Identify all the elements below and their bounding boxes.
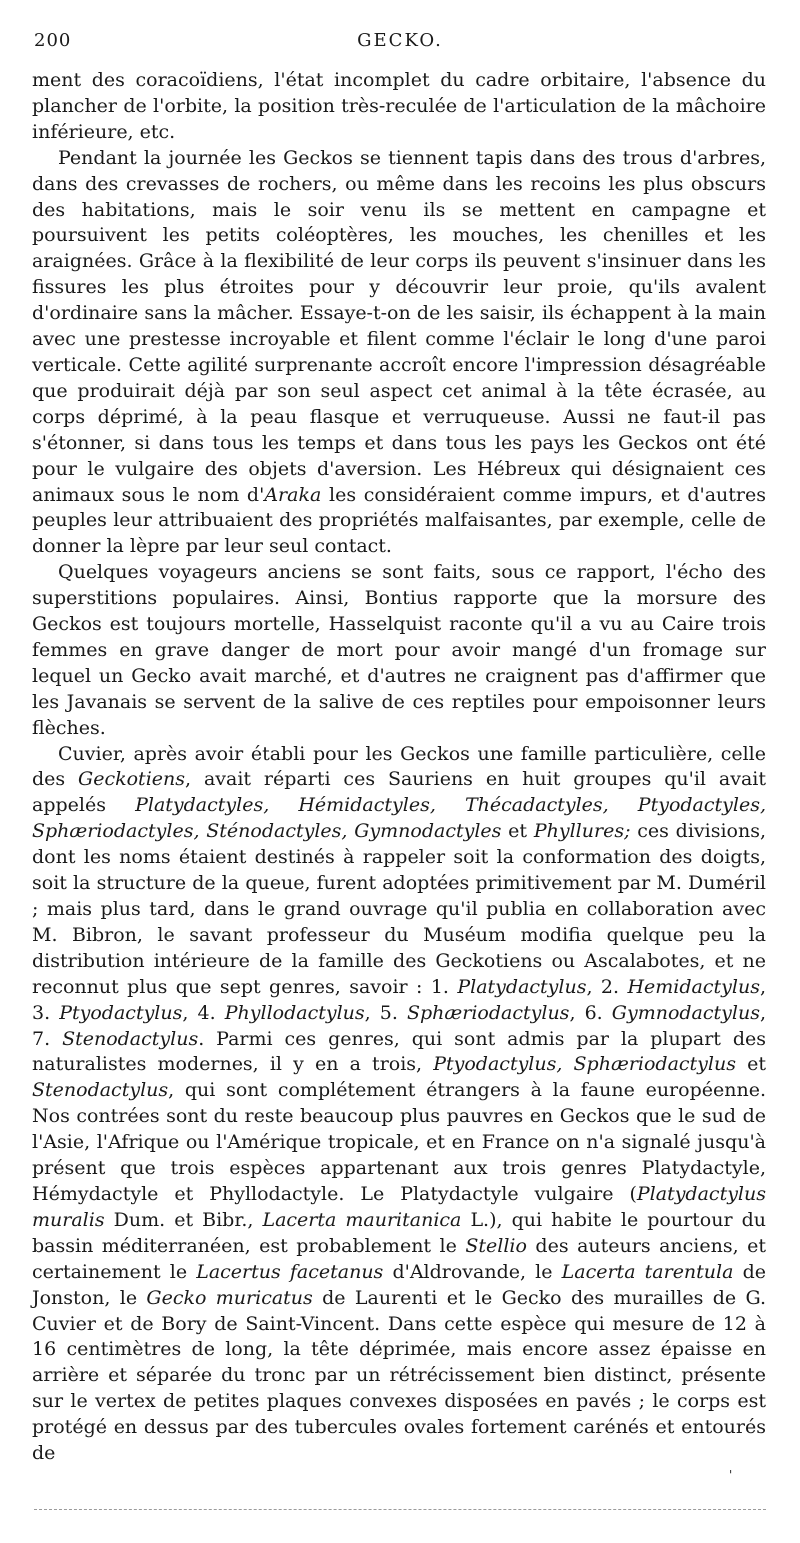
text-run: Quelques voyageurs anciens se sont faits, sous ce rapport, l'écho des superstitions populaires. Ainsi, Bontius rapporte que la morsure des Geckos est toujours mortelle, Hasselquist raconte qu'il a vu au Caire trois femmes en grave danger de mort pour avoir mangé d'un fromage sur lequel un Gecko avait marché, et d'autres ne craignent pas d'affirmer que les Javanais se servent de la salive de ces reptiles pour empoisonner leurs flèches. xyxy=(32,561,766,739)
text-run: Dum. et Bibr., xyxy=(104,1208,263,1231)
text-run: , avait réparti ces Sauriens en huit groupes qu'il avait appelés xyxy=(32,768,766,817)
italic-text: Stenodactylus xyxy=(32,1079,169,1102)
text-run: , 6. xyxy=(569,1001,612,1024)
text-run: , 4. xyxy=(182,1001,225,1024)
text-run: ment des coracoïdiens, l'état incomplet du cadre orbitaire, l'absence du plancher de l'orbite, la position très-reculée de l'articulation de la mâchoire inférieure, etc. xyxy=(32,69,766,143)
text-run: ces divisions, dont les noms étaient destinés à rappeler soit la conformation des doigts, soit la structure de la queue, furent adoptées primitivement par M. Duméril ; mais plus tard, dans le grand ouvrage qu'il publia en collaboration avec M. Bibron, le savant professeur du Muséum modifia quelque peu la distribution intérieure de la famille des Geckotiens ou Ascalabotes, et ne reconnut plus que sept genres, savoir : 1. xyxy=(32,820,767,998)
text-run: les considéraient comme impurs, et d'autres peuples leur attribuaient des propriétés malfaisantes, par exemple, celle de donner la lèpre par leur seul contact. xyxy=(32,483,767,558)
italic-text: Lacerta mauritanica xyxy=(262,1208,462,1231)
body-text xyxy=(32,68,766,1467)
text-run: . Parmi ces genres, qui sont admis par la plupart des naturalistes modernes, il y en a trois, xyxy=(32,1027,766,1076)
text-run: des auteurs anciens, et certainement le xyxy=(32,1234,766,1283)
paragraph-2 xyxy=(32,146,766,561)
running-head xyxy=(34,30,766,60)
italic-text: Gecko muricatus xyxy=(146,1286,313,1309)
italic-text: Ptyodactylus xyxy=(59,1001,183,1024)
text-run: , 2. xyxy=(586,975,628,998)
paragraph-1 xyxy=(32,68,766,146)
text-run: , 3. xyxy=(32,975,766,1024)
italic-text: Sphæriodactylus xyxy=(407,1001,570,1024)
text-run: d'Aldrovande, le xyxy=(383,1260,562,1283)
page-number: 200 xyxy=(34,30,72,51)
text-run: de Jonston, le xyxy=(32,1260,766,1309)
italic-text: Phyllures; xyxy=(533,820,631,843)
text-run: Pendant la journée les Geckos se tiennent tapis dans des trous d'arbres, dans des crevasses de rochers, ou même dans les recoins les plus obscurs des habitations, mais le soir venu ils se mettent en campagne et poursuivent les petits coléoptères, les mouches, les chenilles et les araignées. Grâce à la flexibilité de leur corps ils peuvent s'insinuer dans les fissures les plus étroites pour y découvrir leur proie, qu'ils avalent d'ordinaire sans la mâcher. Essaye-t-on de les saisir, ils échappent à la main avec une prestesse incroyable et filent comme l'éclair le long d'une paroi verticale. Cette agilité surprenante accroît encore l'impression désagréable que produirait déjà par son seul aspect cet animal à la tête écrasée, au corps déprimé, à la peau flasque et verruqueuse. Aussi ne faut-il pas s'étonner, si dans tous les temps et dans tous les pays les Geckos ont été pour le vulgaire des objets d'aversion. Les Hébreux qui désignaient ces animaux sous le nom d' xyxy=(32,146,766,506)
text-run: , qui sont complétement étrangers à la faune européenne. Nos contrées sont du reste beaucoup plus pauvres en Geckos que le sud de l'Asie, l'Afrique ou l'Amérique tropicale, et en France on n'a signalé jusqu'à présent que trois espèces appartenant aux trois genres Platydactyle, Hémydactyle et Phyllodactyle. Le Platydactyle vulgaire ( xyxy=(32,1079,766,1205)
text-run: Cuvier, après avoir établi pour les Geckos une famille particulière, celle des xyxy=(32,742,766,791)
italic-text: Stenodactylus xyxy=(62,1027,199,1050)
running-title: GECKO. xyxy=(357,30,443,51)
italic-text: Platydactylus xyxy=(457,975,587,998)
italic-text: Geckotiens xyxy=(78,768,186,791)
italic-text: Gymnodactylus xyxy=(611,1001,760,1024)
italic-text: Stellio xyxy=(465,1234,527,1257)
paragraph-3 xyxy=(32,560,766,741)
text-run: , 7. xyxy=(32,1001,766,1050)
italic-text: Hemidactylus xyxy=(627,975,760,998)
text-run: et xyxy=(501,820,534,843)
italic-text: Araka xyxy=(264,483,322,506)
italic-text: Platydactylus muralis xyxy=(32,1182,766,1231)
stray-mark: ' xyxy=(729,1468,733,1482)
bottom-rule xyxy=(34,1509,766,1510)
italic-text: Lacertus facetanus xyxy=(196,1260,384,1283)
text-run: de Laurenti et le Gecko des murailles de G. Cuvier et de Bory de Saint-Vincent. Dans cette espèce qui mesure de 12 à 16 centimètres de long, la tête déprimée, mais encore assez épaisse en arrière et séparée du tronc par un rétrécissement bien distinct, présente sur le vertex de petites plaques convexes disposées en pavés ; le corps est protégé en dessus par des tubercules ovales fortement carénés et entourés de xyxy=(32,1286,767,1465)
italic-text: Platydactyles, Hémidactyles, Thécadactyles, Ptyodactyles, Sphæriodactyles, Sténodactyles, Gymnodactyles xyxy=(32,794,766,843)
text-run: et xyxy=(735,1053,766,1076)
italic-text: Ptyodactylus, Sphæriodactylus xyxy=(433,1053,736,1076)
text-run: , 5. xyxy=(364,1001,407,1024)
italic-text: Lacerta tarentula xyxy=(561,1260,734,1283)
italic-text: Phyllodactylus xyxy=(224,1001,365,1024)
paragraph-4 xyxy=(32,742,766,1467)
text-run: L.), qui habite le pourtour du bassin méditerranéen, est probablement le xyxy=(32,1208,766,1257)
